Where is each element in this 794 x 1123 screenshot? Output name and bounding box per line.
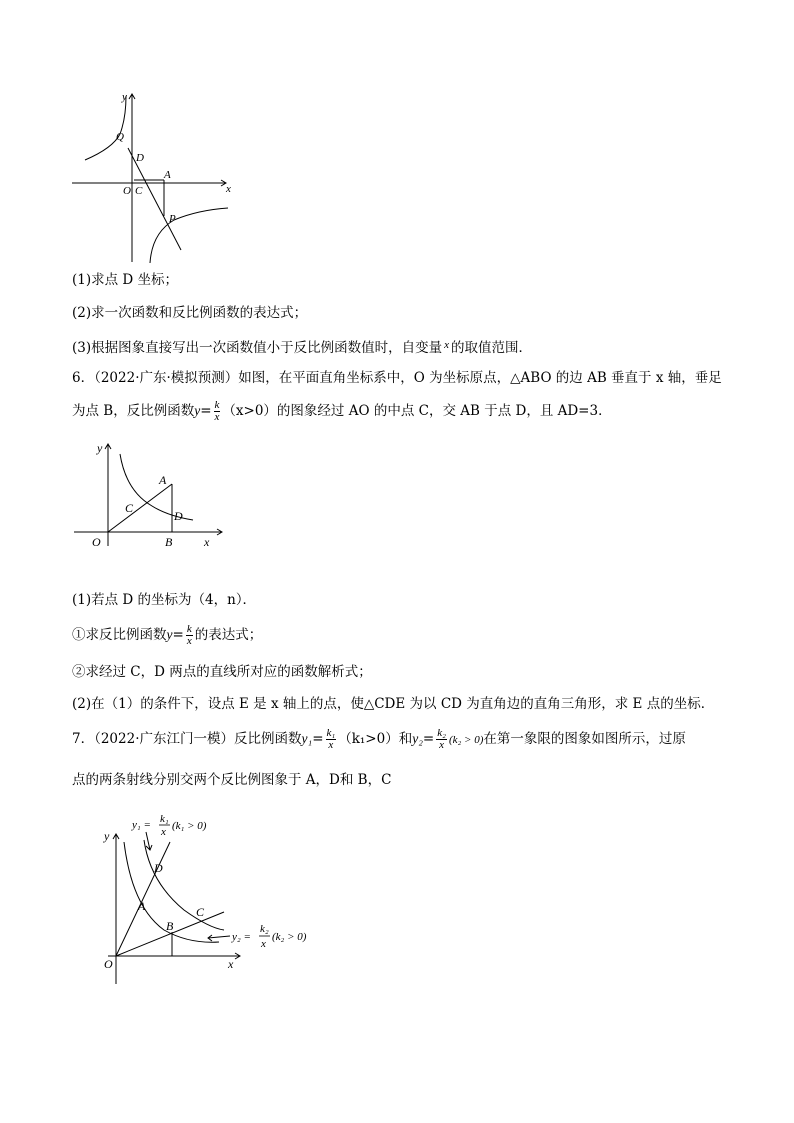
q7-frac2-num: k₂ — [437, 727, 446, 739]
q7-stem-b: 在第一象限的图象如图所示，过原 — [483, 731, 686, 747]
label-y: y — [122, 91, 127, 103]
q7-frac1 — [326, 728, 337, 751]
q5-sub3-text-b: 的取值范围． — [451, 340, 533, 356]
q7-cond1: （k₁>0）和 — [338, 731, 413, 747]
label-q: Q — [116, 131, 124, 143]
label-c: C — [135, 185, 143, 197]
q6-sub1-ii: ②求经过 C，D 两点的直线所对应的函数解析式； — [72, 664, 372, 680]
q6-func-y: y — [194, 403, 201, 418]
figure-q6 — [68, 436, 230, 554]
q6-sub1-frac-num: k — [186, 623, 192, 635]
label-b: B — [165, 535, 173, 549]
q6-sub2: (2)在（1）的条件下，设点 E 是 x 轴上的点，使△CDE 为以 CD 为直角边的直角三角形，求 E 点的坐标． — [72, 696, 715, 712]
label-d: D — [136, 152, 144, 164]
q6-stem-line2-b: （x>0）的图象经过 AO 的中点 C，交 AB 于点 D，且 AD=3． — [222, 403, 612, 419]
y2-formula-label: y₂ = — [232, 931, 251, 943]
q6-sub1-i — [72, 624, 262, 647]
label-a: A — [159, 473, 167, 487]
q7-frac2-den: x — [439, 739, 445, 751]
q6-eq: = — [200, 403, 212, 419]
q7-frac1-num: k₁ — [326, 727, 336, 739]
segment-oa — [108, 484, 172, 532]
hyperbola-left-branch — [85, 96, 126, 160]
q6-sub1-eq: = — [172, 627, 184, 643]
y2-formula-cond: (k₂ > 0) — [272, 931, 307, 943]
q6-stem-line2-a: 为点 B，反比例函数 — [72, 403, 195, 419]
pointer-y2 — [208, 936, 230, 938]
y2-formula-num: k₂ — [260, 923, 269, 935]
q6-sub1-i-a: ①求反比例函数 — [72, 627, 167, 643]
q5-sub3-text-a: (3)根据图象直接写出一次函数值小于反比例函数值时，自变量 — [72, 340, 443, 356]
y1-formula-num: k₁ — [160, 813, 169, 825]
q7-stem-a: 7．（2022·广东江门一模）反比例函数 — [72, 731, 302, 747]
q6-sub1-func-y: y — [166, 627, 173, 642]
y1-formula-label: y₁ = — [132, 819, 151, 831]
label-a: A — [138, 899, 146, 913]
q7-stem-line1: 7．（2022·广东江门一模）反比例函数y₁= $\frac{\text{k₁}}{x}$ （k₁>0）和y₂= $\frac{\text{k₂}}{x}$ (k₂ > 0)在第一象限的图象如图所示，过原 — [72, 727, 686, 751]
q7-stem-line2: 点的两条射线分别交两个反比例图象于 A，D和 B，C — [72, 772, 392, 788]
y1-formula-cond: (k₁ > 0) — [172, 820, 207, 832]
label-d: D — [154, 861, 163, 875]
y1-formula-den: x — [161, 826, 166, 838]
label-o: O — [123, 185, 131, 197]
q7-frac1-den: x — [328, 739, 334, 751]
label-x: x — [204, 535, 210, 549]
label-c: C — [125, 501, 134, 515]
label-y: y — [104, 829, 110, 843]
q6-sub1: (1)若点 D 的坐标为（4，n）． — [72, 592, 257, 608]
hyperbola-right-branch — [150, 208, 228, 263]
figure-q5 — [68, 88, 238, 266]
q5-sub1: (1)求点 D 坐标； — [72, 272, 179, 288]
q6-sub1-fraction — [186, 624, 193, 647]
label-b: B — [166, 919, 174, 933]
label-y: y — [97, 441, 103, 455]
q7-cond2: (k₂ > 0) — [448, 734, 484, 746]
q6-stem-line1: 6．（2022·广东·模拟预测）如图，在平面直角坐标系中，O 为坐标原点，△ABO 的边 AB 垂直于 x 轴，垂足 — [72, 370, 722, 386]
label-p: P — [169, 213, 176, 225]
label-x: x — [228, 957, 234, 971]
q6-frac-num: k — [214, 399, 220, 411]
label-o: O — [92, 535, 101, 549]
label-x: x — [226, 183, 231, 195]
q5-sub3 — [72, 335, 532, 358]
q6-fraction — [214, 400, 221, 423]
label-a: A — [164, 169, 171, 181]
q6-stem-line2 — [72, 400, 612, 423]
label-c: C — [196, 905, 205, 919]
q6-frac-den: x — [214, 411, 220, 423]
q5-sub3-var: x — [444, 339, 450, 351]
q5-sub2: (2)求一次函数和反比例函数的表达式； — [72, 305, 308, 321]
label-o: O — [104, 957, 113, 971]
y2-formula-den: x — [261, 938, 266, 950]
q7-y1: y₁ — [301, 731, 313, 746]
q7-frac2 — [436, 728, 447, 751]
q6-sub1-frac-den: x — [186, 635, 192, 647]
q6-sub1-i-b: 的表达式； — [194, 627, 263, 643]
q7-y2: y₂ — [412, 731, 423, 746]
label-d: D — [174, 509, 183, 523]
figure-q7 — [84, 812, 324, 990]
